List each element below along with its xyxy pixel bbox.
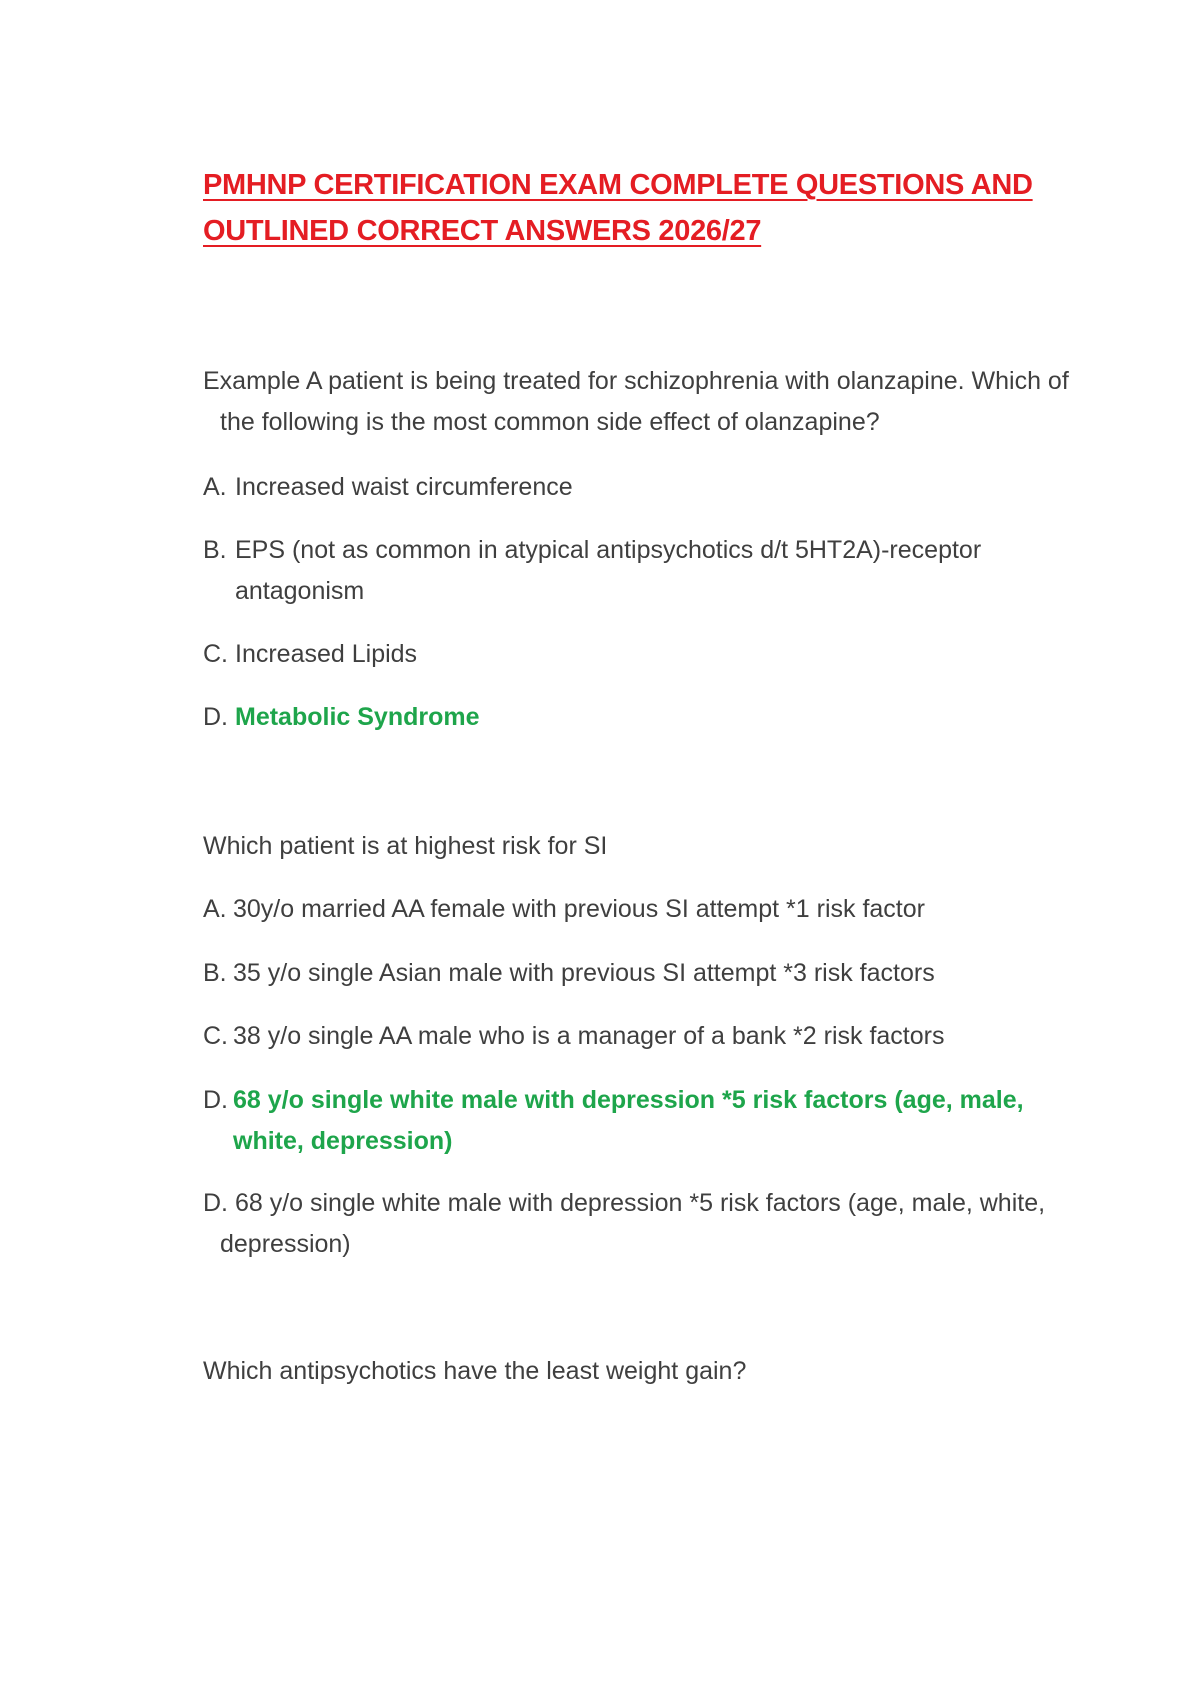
document-title <box>203 162 1063 254</box>
correct-answer-text: Metabolic Syndrome <box>235 703 480 731</box>
option-letter: C. <box>203 640 228 668</box>
question-1-option-a <box>203 467 1083 508</box>
question-2-prompt: Which patient is at highest risk for SI <box>203 832 608 860</box>
option-letter: D. <box>203 703 228 731</box>
option-text: 30y/o married AA female with previous SI attempt *1 risk factor <box>233 895 925 923</box>
option-text: Increased waist circumference <box>235 473 573 501</box>
question-2-option-d-correct <box>203 1080 1083 1162</box>
question-2-option-c <box>203 1016 1083 1057</box>
option-text: Increased Lipids <box>235 640 418 668</box>
option-letter: D. <box>203 1086 228 1114</box>
option-letter: A. <box>203 473 227 501</box>
title-line-2: OUTLINED CORRECT ANSWERS 2026/27 <box>203 215 762 247</box>
question-2-option-a <box>203 889 1083 930</box>
question-1-prompt: Example A patient is being treated for schizophrenia with olanzapine. Which of the following is the most common side effect of olanzapine? <box>203 367 1069 436</box>
title-line-1: PMHNP CERTIFICATION EXAM COMPLETE QUESTIONS AND <box>203 169 1033 201</box>
option-letter: B. <box>203 536 227 564</box>
question-1-option-d-correct <box>203 697 1083 738</box>
question-3-prompt: Which antipsychotics have the least weight gain? <box>203 1357 747 1385</box>
question-1-option-b <box>203 530 1083 612</box>
correct-answer-text: 68 y/o single white male with depression *5 risk factors (age, male, white, depression) <box>233 1086 1024 1155</box>
option-letter: A. <box>203 895 227 923</box>
option-text: 38 y/o single AA male who is a manager of a bank *2 risk factors <box>233 1022 945 1050</box>
option-letter: C. <box>203 1022 228 1050</box>
question-2-option-b <box>203 953 1083 994</box>
option-text: 35 y/o single Asian male with previous SI attempt *3 risk factors <box>233 959 935 987</box>
option-text: EPS (not as common in atypical antipsychotics d/t 5HT2A)-receptor antagonism <box>235 536 982 605</box>
option-text: 68 y/o single white male with depression *5 risk factors (age, male, white, depression) <box>220 1189 1046 1258</box>
question-1-option-c <box>203 634 1083 675</box>
question-2-option-d-duplicate <box>203 1183 1100 1265</box>
option-letter: B. <box>203 959 227 987</box>
option-letter: D. <box>203 1189 235 1217</box>
